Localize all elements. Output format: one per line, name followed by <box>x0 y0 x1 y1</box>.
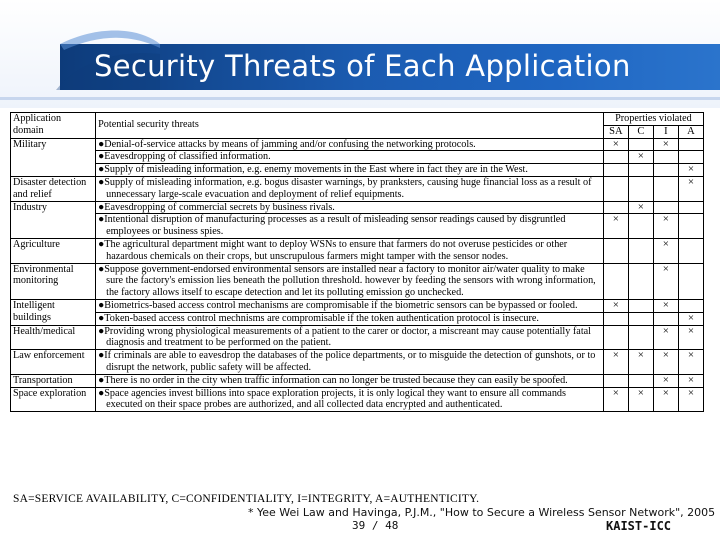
violation-mark <box>628 325 653 350</box>
threat-text: ●Supply of misleading information, e.g. bogus disaster warnings, by pranksters, causing huge financial loss as a result of unnecessary large-scale evacuation and deployment of relief equipments. <box>98 176 592 200</box>
violation-mark: × <box>628 387 653 412</box>
domain-cell: Agriculture <box>11 238 96 263</box>
violation-mark: × <box>678 350 703 375</box>
violation-mark: × <box>603 350 628 375</box>
table-row <box>11 299 704 312</box>
threat-text: ●Providing wrong physiological measurements of a patient to the carer or doctor, a miscreant may cause potentially fatal diagnosis and treatment to be performed on the patient. <box>98 325 591 349</box>
threat-cell <box>96 151 604 164</box>
threat-text: ●Suppose government-endorsed environmental sensors are installed near a factory to monitor air/water quality to make sure the factory's emission lies beneath the pollution threshold. however by feeding the sensors with wrong information, the factory allows itself to escape detection and let its polluting emission go unchecked. <box>98 263 596 299</box>
threat-text: ●Token-based access control mechnisms are compromisable if the token authentication protocol is insecure. <box>98 312 539 324</box>
violation-mark: × <box>603 387 628 412</box>
violation-mark <box>628 176 653 201</box>
violation-mark: × <box>653 299 678 312</box>
header-prop-a: A <box>678 125 703 138</box>
threat-text: ●Biometrics-based access control mechanisms are compromisable if the biometric sensors can be bypassed or fooled. <box>98 299 578 311</box>
violation-mark: × <box>653 138 678 151</box>
violation-mark: × <box>653 214 678 239</box>
violation-mark <box>628 312 653 325</box>
violation-mark <box>603 151 628 164</box>
header-domain: Application domain <box>11 113 96 139</box>
violation-mark <box>653 176 678 201</box>
violation-mark <box>628 374 653 387</box>
threat-text: ●There is no order in the city when traffic information can no longer be trusted because they can easily be spoofed. <box>98 374 568 386</box>
violation-mark <box>603 374 628 387</box>
threat-text: ●Eavesdropping of commercial secrets by business rivals. <box>98 201 335 213</box>
table-row <box>11 387 704 412</box>
domain-cell: Disaster detection and relief <box>11 176 96 201</box>
threat-text: ●If criminals are able to eavesdrop the databases of the police departments, or to misguide the detection of gunshots, or to disrupt the network, public safety will be affected. <box>98 350 596 373</box>
violation-mark <box>678 214 703 239</box>
violation-mark <box>678 151 703 164</box>
violation-mark <box>603 164 628 177</box>
violation-mark <box>628 214 653 239</box>
violation-mark: × <box>603 138 628 151</box>
violation-mark: × <box>603 299 628 312</box>
header-divider <box>0 97 720 100</box>
violation-mark <box>603 325 628 350</box>
threat-text: ●Intentional disruption of manufacturing processes as a result of misleading sensor readings caused by disgruntled employees or business spies. <box>98 214 566 238</box>
violation-mark: × <box>653 387 678 412</box>
threat-cell <box>96 263 604 299</box>
threat-text: ●Space agencies invest billions into space exploration projects, it is only logical they want to ensure all commands executed on their space probes are authorized, and all collected data encrypted and authenticated. <box>98 387 566 411</box>
violation-mark <box>603 201 628 214</box>
table-row <box>11 263 704 299</box>
domain-cell: Military <box>11 138 96 176</box>
violation-mark: × <box>628 350 653 375</box>
domain-cell: Health/medical <box>11 325 96 350</box>
violation-mark: × <box>628 151 653 164</box>
violation-mark: × <box>678 325 703 350</box>
table-row <box>11 312 704 325</box>
violation-mark <box>678 201 703 214</box>
violation-mark <box>678 138 703 151</box>
violation-mark: × <box>678 374 703 387</box>
table-row <box>11 176 704 201</box>
properties-legend: SA=SERVICE AVAILABILITY, C=CONFIDENTIALITY, I=INTEGRITY, A=AUTHENTICITY. <box>13 493 480 505</box>
organization-label: KAIST-ICC <box>606 519 672 533</box>
violation-mark <box>678 238 703 263</box>
violation-mark <box>678 263 703 299</box>
violation-mark <box>603 312 628 325</box>
table-row <box>11 201 704 214</box>
domain-cell: Environmental monitoring <box>11 263 96 299</box>
violation-mark <box>628 263 653 299</box>
header-prop-i: I <box>653 125 678 138</box>
threat-cell <box>96 214 604 239</box>
threat-cell <box>96 387 604 412</box>
violation-mark <box>653 151 678 164</box>
threat-cell <box>96 374 604 387</box>
header-properties: Properties violated <box>603 113 703 126</box>
slide-title: Security Threats of Each Application <box>94 49 631 83</box>
table-row <box>11 151 704 164</box>
violation-mark <box>653 164 678 177</box>
threat-cell <box>96 238 604 263</box>
table-row <box>11 238 704 263</box>
table-row <box>11 325 704 350</box>
threat-text: ●The agricultural department might want to deploy WSNs to ensure that farmers do not overuse pesticides or other hazardous chemicals on their crops, but unscrupulous farmers might tamper with the sensor nodes. <box>98 238 568 262</box>
violation-mark: × <box>603 214 628 239</box>
table-row <box>11 214 704 239</box>
threat-text: ●Denial-of-service attacks by means of jamming and/or confusing the networking protocols. <box>98 138 476 150</box>
violation-mark <box>628 138 653 151</box>
page-number: 39 / 48 <box>352 519 399 532</box>
threat-cell <box>96 350 604 375</box>
table-row <box>11 374 704 387</box>
threat-text: ●Eavesdropping of classified information. <box>98 151 271 163</box>
violation-mark: × <box>678 312 703 325</box>
threat-cell <box>96 201 604 214</box>
table-row <box>11 164 704 177</box>
threat-cell <box>96 176 604 201</box>
violation-mark <box>628 164 653 177</box>
header-prop-c: C <box>628 125 653 138</box>
violation-mark: × <box>678 387 703 412</box>
violation-mark <box>628 299 653 312</box>
threat-cell <box>96 138 604 151</box>
violation-mark <box>653 312 678 325</box>
violation-mark <box>678 299 703 312</box>
threat-cell <box>96 164 604 177</box>
violation-mark: × <box>653 374 678 387</box>
table-row <box>11 350 704 375</box>
violation-mark: × <box>653 350 678 375</box>
domain-cell: Industry <box>11 201 96 238</box>
violation-mark <box>603 238 628 263</box>
domain-cell: Space exploration <box>11 387 96 412</box>
violation-mark <box>603 176 628 201</box>
domain-cell: Law enforcement <box>11 350 96 375</box>
threats-table <box>10 112 704 412</box>
violation-mark <box>628 238 653 263</box>
header-prop-sa: SA <box>603 125 628 138</box>
violation-mark: × <box>628 201 653 214</box>
header-threats: Potential security threats <box>96 113 604 139</box>
violation-mark: × <box>653 325 678 350</box>
threat-text: ●Supply of misleading information, e.g. enemy movements in the East where in fact they are in the West. <box>98 164 528 176</box>
threat-cell <box>96 299 604 312</box>
table-row <box>11 138 704 151</box>
domain-cell: Intelligent buildings <box>11 299 96 325</box>
domain-cell: Transportation <box>11 374 96 387</box>
threats-table-body <box>11 138 704 412</box>
violation-mark <box>603 263 628 299</box>
violation-mark: × <box>678 164 703 177</box>
threat-cell <box>96 325 604 350</box>
threats-table-container <box>10 112 704 484</box>
threat-cell <box>96 312 604 325</box>
violation-mark: × <box>653 238 678 263</box>
violation-mark <box>653 201 678 214</box>
violation-mark: × <box>678 176 703 201</box>
violation-mark: × <box>653 263 678 299</box>
citation: * Yee Wei Law and Havinga, P.J.M., "How to Secure a Wireless Sensor Network", 2005 <box>248 506 716 519</box>
